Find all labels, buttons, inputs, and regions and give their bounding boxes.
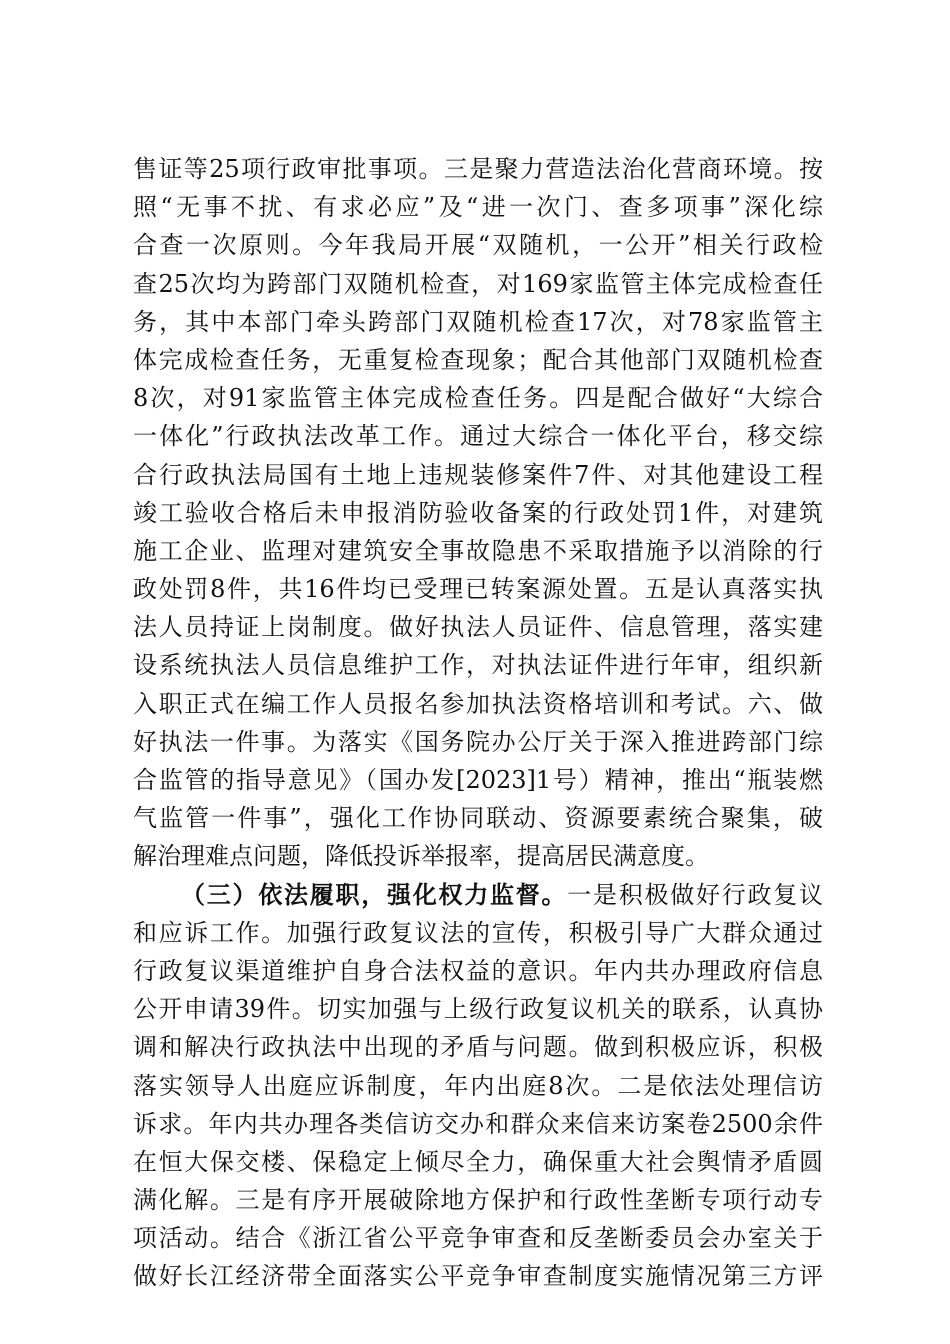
paragraph1-line-9: 合行政执法局国有土地上违规装修案件7件、对其他建设工程 [133,460,823,489]
paragraph2-line-8: 在恒大保交楼、保稳定上倾尽全力，确保重大社会舆情矛盾圆 [133,1147,823,1176]
paragraph1-line-6: 体完成检查任务，无重复检查现象；配合其他部门双随机检查 [133,345,823,374]
paragraph2-line-5: 调和解决行政执法中出现的矛盾与问题。做到积极应诉，积极 [133,1033,823,1062]
paragraph1-line-4: 查25次均为跨部门双随机检查，对169家监管主体完成检查任 [133,269,823,298]
paragraph1-line-11: 施工企业、监理对建筑安全事故隐患不采取措施予以消除的行 [133,536,823,565]
paragraph1-line-10: 竣工验收合格后未申报消防验收备案的行政处罚1件，对建筑 [133,498,823,527]
paragraph1-line-15: 入职正式在编工作人员报名参加执法资格培训和考试。六、做 [133,689,823,718]
paragraph2-line-3: 行政复议渠道维护自身合法权益的意识。年内共办理政府信息 [133,956,823,985]
paragraph2-line-11: 做好长江经济带全面落实公平竞争审查制度实施情况第三方评 [133,1262,823,1291]
document-body [133,150,823,1296]
paragraph1-line-19: 解治理难点问题，降低投诉举报率，提高居民满意度。 [133,842,709,871]
paragraph1-line-18: 气监管一件事”，强化工作协同联动、资源要素统合聚集，破 [133,804,823,833]
paragraph2-line-10: 项活动。结合《浙江省公平竞争审查和反垄断委员会办室关于 [133,1224,823,1253]
paragraph1-line-7: 8次，对91家监管主体完成检查任务。四是配合做好“大综合 [133,384,823,413]
paragraph2-line-2: 和应诉工作。加强行政复议法的宣传，积极引导广大群众通过 [133,918,823,947]
paragraph1-line-14: 设系统执法人员信息维护工作，对执法证件进行年审，组织新 [133,651,823,680]
paragraph1-line-3: 合查一次原则。今年我局开展“双随机，一公开”相关行政检 [133,231,823,260]
paragraph1-line-5: 务，其中本部门牵头跨部门双随机检查17次，对78家监管主 [133,307,823,336]
paragraph2-line-4: 公开申请39件。切实加强与上级行政复议机关的联系，认真协 [133,995,823,1024]
paragraph1-line-1: 售证等25项行政审批事项。三是聚力营造法治化营商环境。按 [133,155,823,183]
paragraph1-line-8: 一体化”行政执法改革工作。通过大综合一体化平台，移交综 [133,422,823,451]
paragraph2-line-9: 满化解。三是有序开展破除地方保护和行政性垄断专项行动专 [133,1186,823,1215]
section-heading: （三）依法履职，强化权力监督。 [181,879,568,909]
paragraph1-line-17: 合监管的指导意见》（国办发[2023]1号）精神，推出“瓶装燃 [133,766,823,794]
paragraph1-line-2: 照“无事不扰、有求必应”及“进一次门、查多项事”深化综 [133,193,823,222]
paragraph2-line-6: 落实领导人出庭应诉制度，年内出庭8次。二是依法处理信访 [133,1071,823,1100]
paragraph2-first-line [133,876,823,914]
paragraph1-line-12: 政处罚8件，共16件均已受理已转案源处置。五是认真落实执 [133,575,823,604]
paragraph2-first-line-text: 一是积极做好行政复议 [567,880,823,909]
paragraph2-line-7: 诉求。年内共办理各类信访交办和群众来信来访案卷2500余件 [133,1109,823,1138]
paragraph1-line-16: 好执法一件事。为落实《国务院办公厅关于深入推进跨部门综 [133,727,823,756]
paragraph1-line-13: 法人员持证上岗制度。做好执法人员证件、信息管理，落实建 [133,613,823,642]
